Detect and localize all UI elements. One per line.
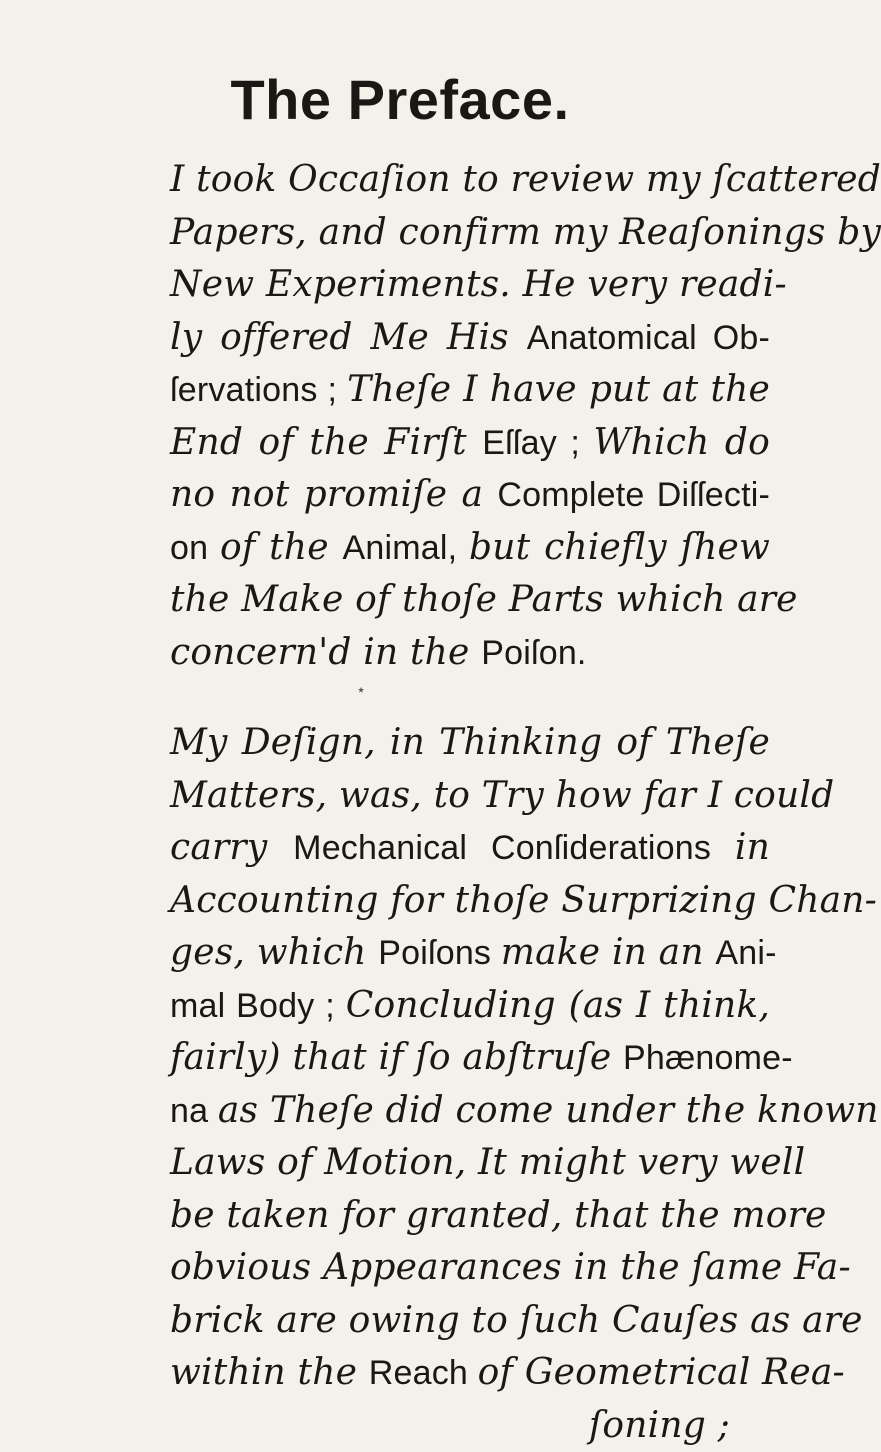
text-line [170,1242,770,1295]
text-line [170,980,770,1033]
text-line [170,469,770,522]
text-segment: fairly) that if ſo abſtruſe [170,1037,623,1078]
text-line [170,770,770,823]
text-segment: mal Body ; [170,987,346,1025]
text-segment: ſervations ; [170,371,347,409]
text-segment: in [735,827,770,868]
text-segment: Laws of Motion, It might very well [170,1142,805,1183]
text-segment: My Deſign, in Thinking of Theſe [170,722,770,763]
text-segment: Phænome- [623,1039,793,1077]
paragraph-2 [170,717,770,1452]
text-line [170,875,770,928]
text-segment: End of the Firſt [170,422,482,463]
text-segment: na [170,1092,218,1130]
text-line [170,1085,770,1138]
text-segment: Poiſon. [481,634,586,672]
text-segment: Theſe I have put at the [347,369,770,410]
text-segment: carry [170,827,293,868]
text-line [170,1347,770,1400]
text-segment: Ani- [715,934,776,972]
text-line [170,717,770,770]
text-line [170,822,770,875]
text-line [170,259,770,312]
text-segment: but chiefly ſhew [469,527,770,568]
text-segment: New Experiments. He very readi- [170,264,787,305]
text-segment: Accounting for thoſe Surprizing Chan- [170,880,877,921]
text-line [170,627,770,680]
text-line [170,154,770,207]
asterisk-mark: ⋆ [356,680,366,699]
text-segment: ges, which [170,932,378,973]
page-heading: The Preface. [0,68,800,132]
text-segment: make in an [501,932,716,973]
text-segment: no not promiſe a [170,474,497,515]
text-line [170,417,770,470]
text-segment: be taken for granted, that the more [170,1195,826,1236]
text-segment: concern'd in the [170,632,481,673]
text-segment: ſoning ; [589,1405,730,1446]
text-segment: Complete Diſſecti- [497,476,770,514]
text-segment: Concluding (as I think, [346,985,770,1026]
text-segment: I took Occaſion to review my ſcattered [170,159,881,200]
text-line [170,574,770,627]
text-segment: Papers, and confirm my Reaſonings by [170,212,881,253]
text-line [170,522,770,575]
text-segment: Anatomical Ob- [527,319,770,357]
text-segment: the Make of thoſe Parts which are [170,579,798,620]
text-segment: of Geometrical Rea- [478,1352,845,1393]
text-line [170,207,770,260]
text-segment: Eſſay ; [482,424,593,462]
text-segment: Animal, [342,529,469,567]
text-line [170,1295,770,1348]
text-segment: Which do [593,422,770,463]
text-segment: ly offered Me His [170,317,527,358]
paragraph-1 [170,154,770,679]
text-line [170,1400,770,1452]
text-segment: as Theſe did come under the known [218,1090,879,1131]
text-segment: Poiſons [378,934,501,972]
text-line [170,1032,770,1085]
text-segment: Matters, was, to Try how far I could [170,775,834,816]
text-line [170,1190,770,1243]
text-line [170,927,770,980]
text-line [170,312,770,365]
text-segment: obvious Appearances in the ſame Fa- [170,1247,851,1288]
text-segment: on [170,529,220,567]
text-segment: of the [220,527,342,568]
text-line [170,364,770,417]
text-segment: brick are owing to ſuch Cauſes as are [170,1300,863,1341]
text-segment: Mechanical Conſiderations [293,829,735,867]
text-segment: within the [170,1352,369,1393]
text-line [170,1137,770,1190]
text-segment: Reach [369,1354,478,1392]
